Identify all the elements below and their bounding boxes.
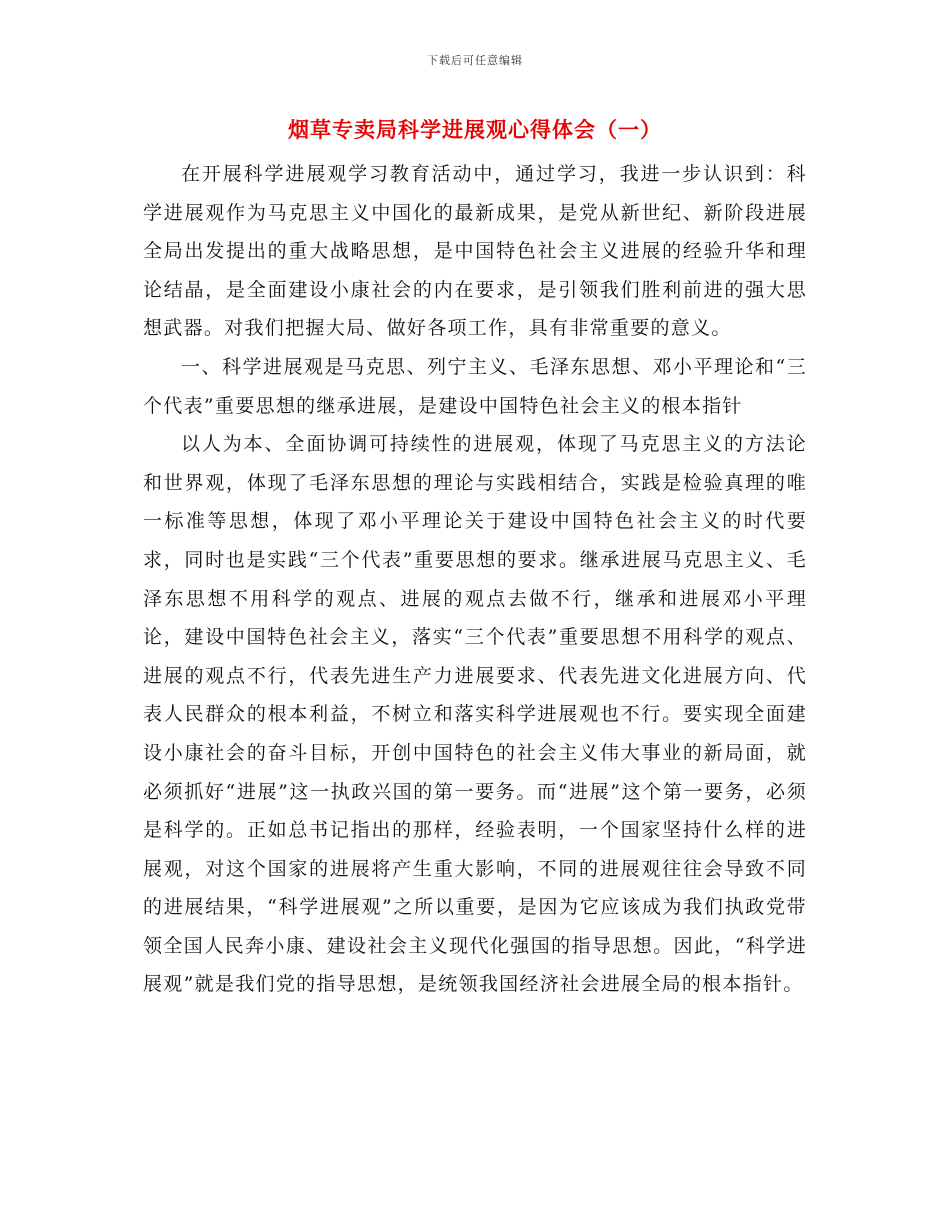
document-title: 烟草专卖局科学进展观心得体会（一）: [288, 118, 662, 142]
paragraph-section-body: 以人为本、全面协调可持续性的进展观，体现了马克思主义的方法论和世界观，体现了毛泽东思想的理论与实践相结合，实践是检验真理的唯一标准等思想，体现了邓小平理论关于建设中国特色社会主义的时代要求，同时也是实践“三个代表”重要思想的要求。继承进展马克思主义、毛泽东思想不用科学的观点、进展的观点去做不行，继承和进展邓小平理论，建设中国特色社会主义，落实“三个代表”重要思想不用科学的观点、进展的观点不行，代表先进生产力进展要求、代表先进文化进展方向、代表人民群众的根本利益，不树立和落实科学进展观也不行。要实现全面建设小康社会的奋斗目标，开创中国特色的社会主义伟大事业的新局面，就必须抓好“进展”这一执政兴国的第一要务。而“进展”这个第一要务，必须是科学的。正如总书记指出的那样，经验表明，一个国家坚持什么样的进展观，对这个国家的进展将产生重大影响，不同的进展观往往会导致不同的进展结果，“科学进展观”之所以重要，是因为它应该成为我们执政党带领全国人民奔小康、建设社会主义现代化强国的指导思想。因此，“科学进展观”就是我们党的指导思想，是统领我国经济社会进展全局的根本指针。: [143, 433, 807, 996]
header-note: 下载后可任意编辑: [427, 54, 523, 67]
paragraph-section-heading: 一、科学进展观是马克思、列宁主义、毛泽东思想、邓小平理论和“三个代表”重要思想的继承进展，是建设中国特色社会主义的根本指针: [143, 355, 807, 417]
paragraph-intro: 在开展科学进展观学习教育活动中，通过学习，我进一步认识到：科学进展观作为马克思主义中国化的最新成果，是党从新世纪、新阶段进展全局出发提出的重大战略思想，是中国特色社会主义进展的经验升华和理论结晶，是全面建设小康社会的内在要求，是引领我们胜利前进的强大思想武器。对我们把握大局、做好各项工作，具有非常重要的意义。: [143, 163, 807, 340]
document-body: [143, 155, 807, 1004]
